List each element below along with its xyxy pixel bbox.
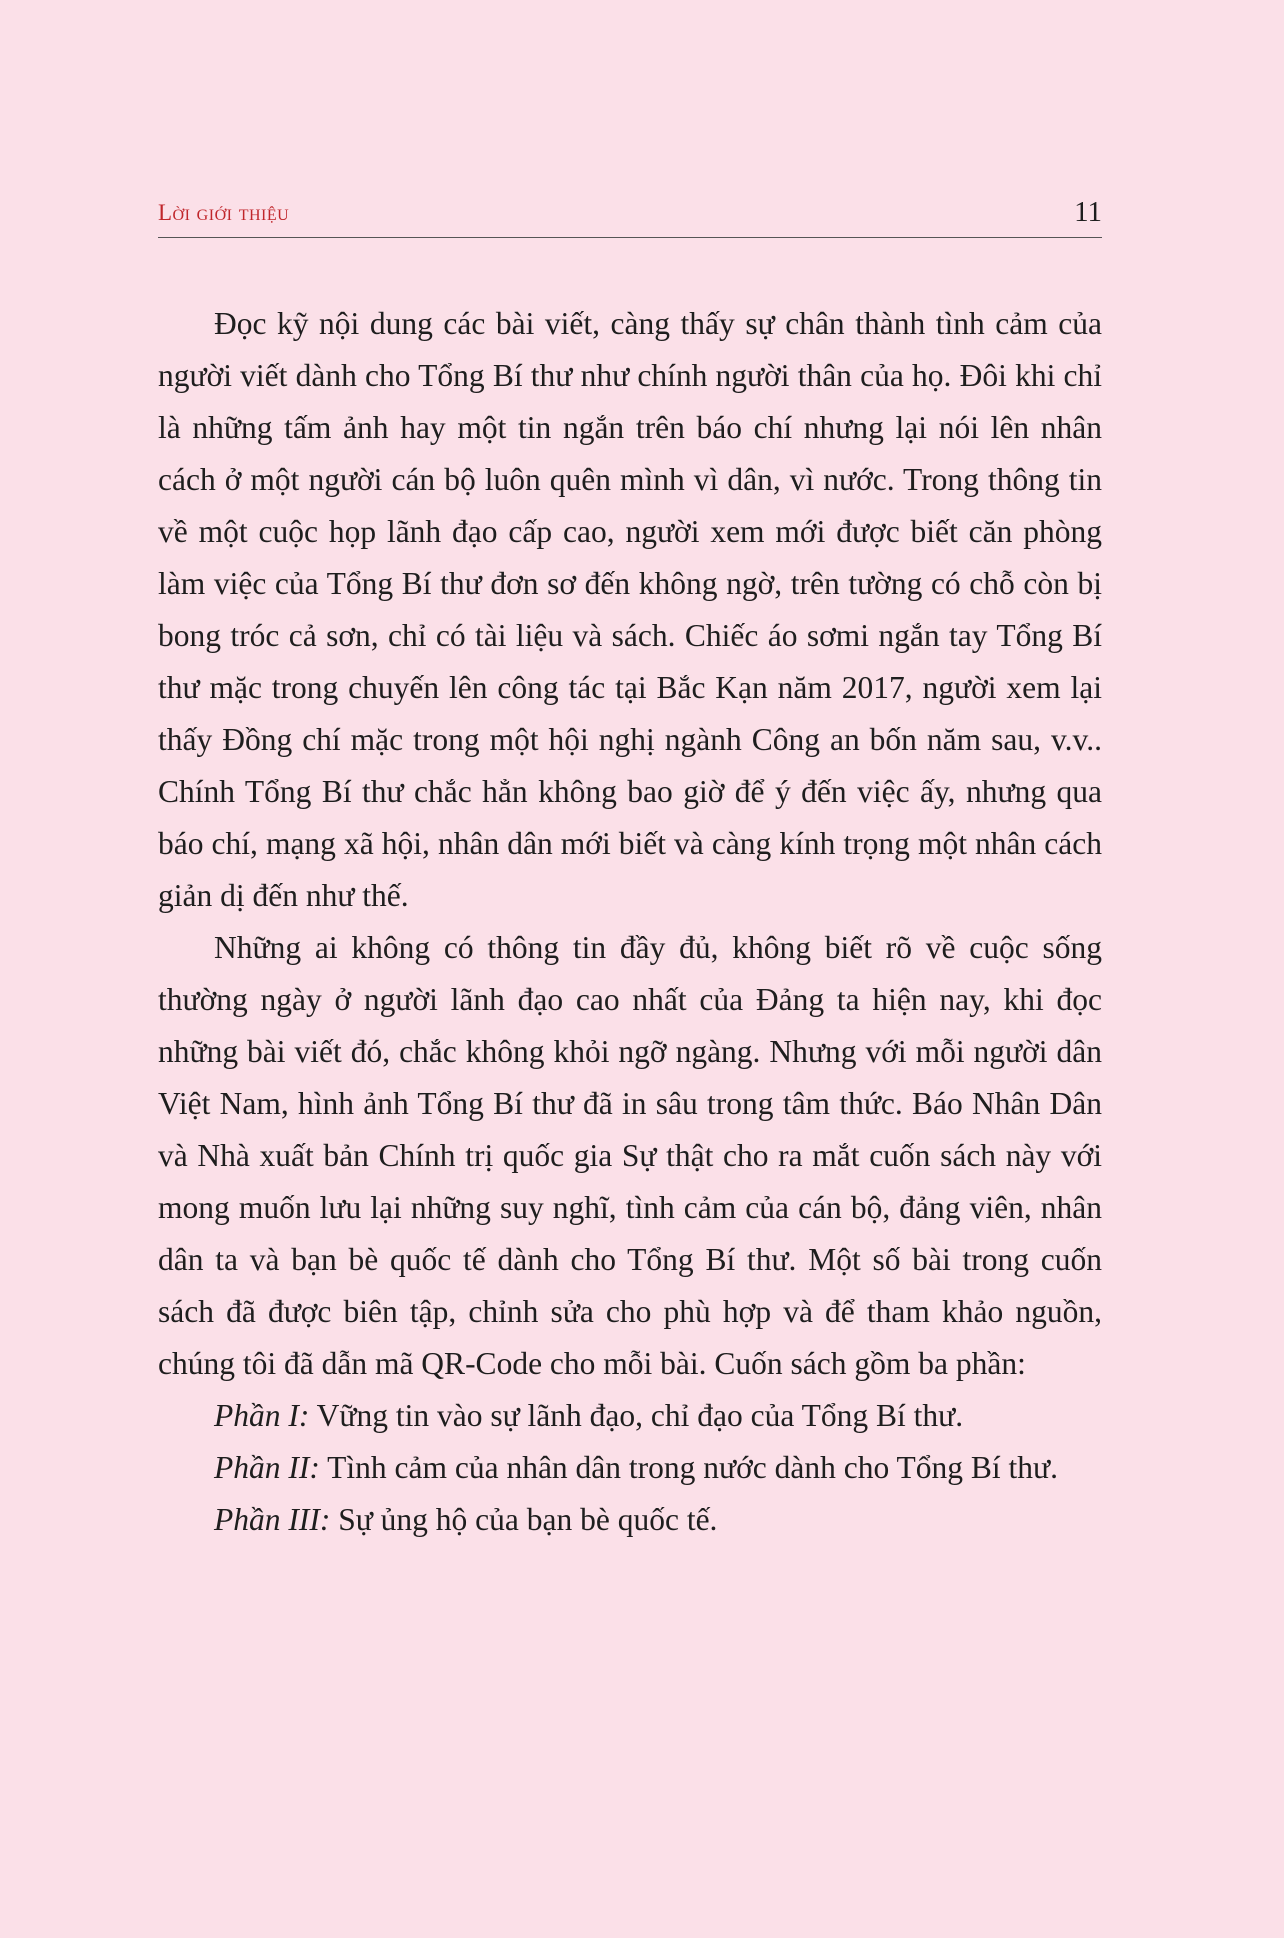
part-title: Vững tin vào sự lãnh đạo, chỉ đạo của Tổng Bí thư.	[309, 1398, 964, 1433]
part-label: Phần II:	[214, 1450, 320, 1485]
part-three-line	[158, 1494, 1102, 1546]
part-title: Tình cảm của nhân dân trong nước dành cho Tổng Bí thư.	[319, 1450, 1058, 1485]
section-title: Lời giới thiệu	[158, 200, 290, 225]
page-number: 11	[1074, 196, 1102, 228]
part-two-line	[158, 1442, 1102, 1494]
part-label: Phần I:	[214, 1398, 310, 1433]
running-header	[158, 196, 1102, 238]
part-one-line	[158, 1390, 1102, 1442]
part-title: Sự ủng hộ của bạn bè quốc tế.	[330, 1502, 718, 1537]
paragraph: Những ai không có thông tin đầy đủ, không biết rõ về cuộc sống thường ngày ở người lãnh đạo cao nhất của Đảng ta hiện nay, khi đọc những bài viết đó, chắc không khỏi ngỡ ngàng. Nhưng với mỗi người dân Việt Nam, hình ảnh Tổng Bí thư đã in sâu trong tâm thức. Báo Nhân Dân và Nhà xuất bản Chính trị quốc gia Sự thật cho ra mắt cuốn sách này với mong muốn lưu lại những suy nghĩ, tình cảm của cán bộ, đảng viên, nhân dân ta và bạn bè quốc tế dành cho Tổng Bí thư. Một số bài trong cuốn sách đã được biên tập, chỉnh sửa cho phù hợp và để tham khảo nguồn, chúng tôi đã dẫn mã QR-Code cho mỗi bài. Cuốn sách gồm ba phần:	[158, 930, 1102, 1381]
paragraph: Đọc kỹ nội dung các bài viết, càng thấy sự chân thành tình cảm của người viết dành cho Tổng Bí thư như chính người thân của họ. Đôi khi chỉ là những tấm ảnh hay một tin ngắn trên báo chí nhưng lại nói lên nhân cách ở một người cán bộ luôn quên mình vì dân, vì nước. Trong thông tin về một cuộc họp lãnh đạo cấp cao, người xem mới được biết căn phòng làm việc của Tổng Bí thư đơn sơ đến không ngờ, trên tường có chỗ còn bị bong tróc cả sơn, chỉ có tài liệu và sách. Chiếc áo sơmi ngắn tay Tổng Bí thư mặc trong chuyến lên công tác tại Bắc Kạn năm 2017, người xem lại thấy Đồng chí mặc trong một hội nghị ngành Công an bốn năm sau, v.v.. Chính Tổng Bí thư chắc hẳn không bao giờ để ý đến việc ấy, nhưng qua báo chí, mạng xã hội, nhân dân mới biết và càng kính trọng một nhân cách giản dị đến như thế.	[158, 306, 1102, 913]
body-text	[158, 298, 1102, 1546]
part-label: Phần III:	[214, 1502, 331, 1537]
